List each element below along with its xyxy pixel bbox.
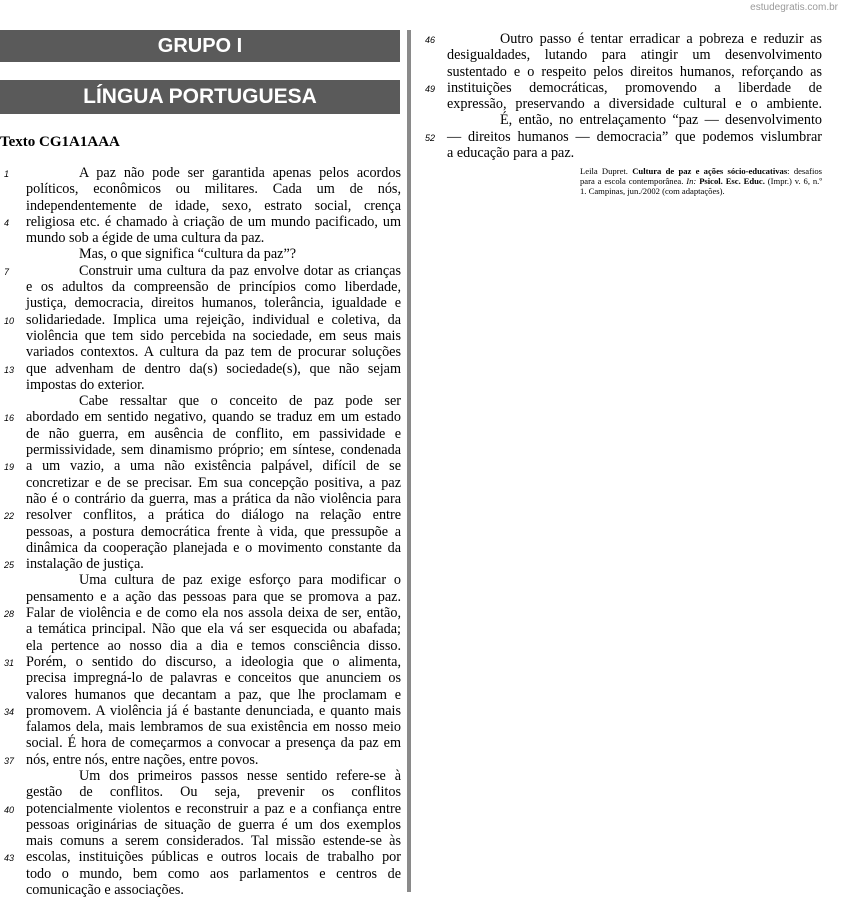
- line-number: 52: [425, 132, 436, 143]
- line-text: desigualdades, lutando para atingir um desenvolvimento: [447, 47, 822, 64]
- line-text: não é o contrário da guerra, mas a prática da não violência para: [26, 490, 401, 507]
- text-line: [447, 64, 822, 80]
- text-line: [447, 96, 822, 112]
- ref-in: In:: [686, 176, 697, 186]
- line-text: pensamento e a ação das pessoas para que se promova a paz.: [26, 588, 401, 605]
- line-number: 49: [425, 83, 436, 94]
- line-text: gestão de conflitos. Ou seja, prevenir os conflitos: [26, 784, 401, 801]
- right-column-text: [425, 31, 822, 162]
- line-number: 31: [4, 657, 15, 668]
- line-number: 34: [4, 706, 15, 717]
- line-text: de não guerra, em ausência de conflito, em passividade e: [26, 425, 401, 442]
- text-line: [26, 426, 401, 442]
- line-number: 28: [4, 609, 15, 620]
- ref-author: Leila Dupret.: [580, 166, 628, 176]
- column-divider: [407, 30, 411, 892]
- line-text: expressão, preservando a diversidade cultural e o ambiente.: [447, 96, 822, 113]
- line-text: mundo sob a égide de uma cultura da paz.: [26, 230, 265, 247]
- text-line: [26, 621, 401, 637]
- text-line: [26, 279, 401, 295]
- line-text: pessoas originárias de situação de guerra é um dos exemplos: [26, 816, 401, 833]
- text-line: [4, 849, 401, 866]
- line-text: Mas, o que significa “cultura da paz”?: [79, 246, 297, 263]
- text-line: [26, 670, 401, 686]
- text-line: [26, 475, 401, 491]
- line-number: 16: [4, 413, 15, 424]
- line-text: potencialmente violentos e reconstruir a paz e a confiança entre: [26, 800, 401, 817]
- text-line: [26, 328, 401, 344]
- line-text: Falar de violência e de como ela nos assola deixa de ser, então,: [26, 605, 401, 622]
- line-text: A paz não pode ser garantida apenas pelos acordos: [79, 165, 401, 181]
- line-text: concretizar e de se precisar. Em sua concepção positiva, a paz: [26, 474, 401, 491]
- text-line: [4, 458, 401, 475]
- text-id: Texto CG1A1AAA: [0, 134, 120, 150]
- line-text: social. É hora de começarmos a convocar a presença da paz em: [26, 735, 401, 752]
- line-text: precisa impregná-lo de palavras e conceitos que anunciem os: [26, 670, 401, 687]
- text-line: [447, 145, 822, 161]
- text-line: [4, 653, 401, 670]
- text-line: [4, 165, 401, 181]
- watermark: estudegratis.com.br: [750, 2, 838, 13]
- line-text: sustentado e o respeito pelos direitos humanos, reforçando as: [447, 63, 822, 80]
- text-line: [26, 638, 401, 654]
- line-text: solidariedade. Implica uma rejeição, individual e coletiva, da: [26, 311, 401, 328]
- line-text: justiça, democracia, direitos humanos, tolerância, igualdade e: [26, 295, 401, 312]
- group-banner: GRUPO I: [0, 30, 400, 62]
- line-text: todo o mundo, bem como aos parlamentos e centros de: [26, 865, 401, 882]
- text-line: [26, 246, 401, 262]
- text-line: [26, 198, 401, 214]
- line-text: dinâmica da cooperação planejada e o movimento constante da: [26, 539, 401, 556]
- text-line: [26, 344, 401, 360]
- line-number: 4: [4, 217, 10, 228]
- line-text: ela pertence ao nosso dia a dia e temos consciência disso.: [26, 637, 401, 654]
- line-number: 46: [425, 35, 436, 45]
- text-line: [26, 784, 401, 800]
- subject-banner: LÍNGUA PORTUGUESA: [0, 80, 400, 114]
- line-text: instalação de justiça.: [26, 556, 144, 573]
- line-number: 22: [4, 511, 15, 522]
- left-column-text: [4, 165, 401, 899]
- line-text: É, então, no entrelaçamento “paz — desenvolvimento: [500, 112, 822, 129]
- line-text: comunicação e associações.: [26, 882, 184, 899]
- line-text: políticos, econômicos ou militares. Cada um de nós,: [26, 181, 401, 198]
- text-line: [4, 409, 401, 426]
- text-line: [4, 556, 401, 573]
- text-line: [26, 572, 401, 588]
- line-text: — direitos humanos — democracia” que podemos vislumbrar: [447, 128, 822, 145]
- text-line: [26, 866, 401, 882]
- line-text: Um dos primeiros passos nesse sentido refere-se à: [79, 767, 401, 784]
- line-text: religiosa etc. é chamado à criação de um mundo pacificado, um: [26, 213, 401, 230]
- ref-tail: (Impr.) v. 6, n.º 1. Campinas, jun./2002 (com adaptações).: [580, 176, 822, 196]
- line-text: pessoas, a postura democrática frente à vida, que pressupõe a: [26, 523, 401, 540]
- text-line: [4, 213, 401, 230]
- text-line: [4, 751, 401, 768]
- line-text: Porém, o sentido do discurso, a ideologia que o alimenta,: [26, 653, 401, 670]
- ref-subtitle: : desafios para a escola contemporânea.: [580, 166, 822, 186]
- text-line: [4, 800, 401, 817]
- text-line: [26, 181, 401, 197]
- line-text: Construir uma cultura da paz envolve dotar as crianças: [79, 262, 401, 279]
- text-line: [447, 112, 822, 128]
- line-text: falamos dela, mais lembramos de sua existência em nosso meio: [26, 719, 401, 736]
- text-line: [4, 311, 401, 328]
- text-line: [26, 540, 401, 556]
- line-text: variados contextos. A cultura da paz tem de procurar soluções: [26, 344, 401, 361]
- line-number: 7: [4, 266, 10, 277]
- line-number: 43: [4, 853, 15, 864]
- line-text: abordado em sentido negativo, quando se traduz em um estado: [26, 409, 401, 426]
- text-line: [26, 230, 401, 246]
- text-line: [4, 702, 401, 719]
- line-text: resolver conflitos, a prática do diálogo na relação entre: [26, 507, 401, 524]
- text-line: [26, 687, 401, 703]
- line-text: Uma cultura de paz exige esforço para modificar o: [79, 572, 401, 589]
- text-line: [425, 79, 822, 96]
- text-line: [26, 735, 401, 751]
- text-line: [425, 31, 822, 47]
- text-line: [26, 882, 401, 898]
- line-text: Cabe ressaltar que o conceito de paz pode ser: [79, 393, 401, 410]
- line-text: instituições democráticas, promovendo a liberdade de: [447, 79, 822, 96]
- line-number: 10: [4, 315, 15, 326]
- line-number: 25: [4, 560, 15, 571]
- line-number: 13: [4, 364, 15, 375]
- text-line: [26, 719, 401, 735]
- line-text: promovem. A violência já é bastante denunciada, e quanto mais: [26, 702, 401, 719]
- line-text: que advenham de dentro da(s) sociedade(s), que não sejam: [26, 360, 401, 377]
- text-line: [26, 589, 401, 605]
- text-line: [26, 524, 401, 540]
- line-text: impostas do exterior.: [26, 376, 145, 393]
- line-number: 37: [4, 755, 15, 766]
- text-line: [26, 768, 401, 784]
- line-text: e os adultos da compreensão de princípios como liberdade,: [26, 279, 401, 296]
- text-line: [26, 295, 401, 311]
- line-text: permissividade, sem dinamismo próprio; em síntese, condenada: [26, 442, 401, 459]
- source-reference: [580, 166, 822, 196]
- line-text: a temática principal. Não que ela vá ser esquecida ou abafada;: [26, 621, 401, 638]
- line-number: 40: [4, 804, 15, 815]
- line-text: nós, entre nós, entre nações, entre povos.: [26, 751, 259, 768]
- line-text: violência que tem sido percebida na sociedade, em seus mais: [26, 327, 401, 344]
- line-text: escolas, instituições públicas e outros locais de trabalho por: [26, 849, 401, 866]
- line-text: valores humanos que decantam a paz, que lhe proclamam e: [26, 686, 401, 703]
- text-line: [4, 360, 401, 377]
- line-text: independentemente de idade, sexo, estrato social, crença: [26, 197, 401, 214]
- line-number: 1: [4, 169, 10, 179]
- text-line: [4, 262, 401, 279]
- text-line: [26, 817, 401, 833]
- text-line: [447, 47, 822, 63]
- text-line: [26, 833, 401, 849]
- line-number: 19: [4, 462, 15, 473]
- line-text: Outro passo é tentar erradicar a pobreza e reduzir as: [500, 31, 822, 47]
- text-line: [425, 128, 822, 145]
- text-line: [4, 605, 401, 622]
- text-line: [26, 377, 401, 393]
- line-text: mais comuns a serem considerados. Tal missão estende-se às: [26, 833, 401, 850]
- text-line: [26, 442, 401, 458]
- text-line: [26, 393, 401, 409]
- ref-title: Cultura de paz e ações sócio-educativas: [632, 166, 788, 176]
- text-line: [26, 491, 401, 507]
- line-text: a educação para a paz.: [447, 145, 575, 162]
- line-text: a um vazio, a uma não existência palpável, difícil de se: [26, 458, 401, 475]
- ref-journal: Psicol. Esc. Educ.: [699, 176, 765, 186]
- text-line: [4, 507, 401, 524]
